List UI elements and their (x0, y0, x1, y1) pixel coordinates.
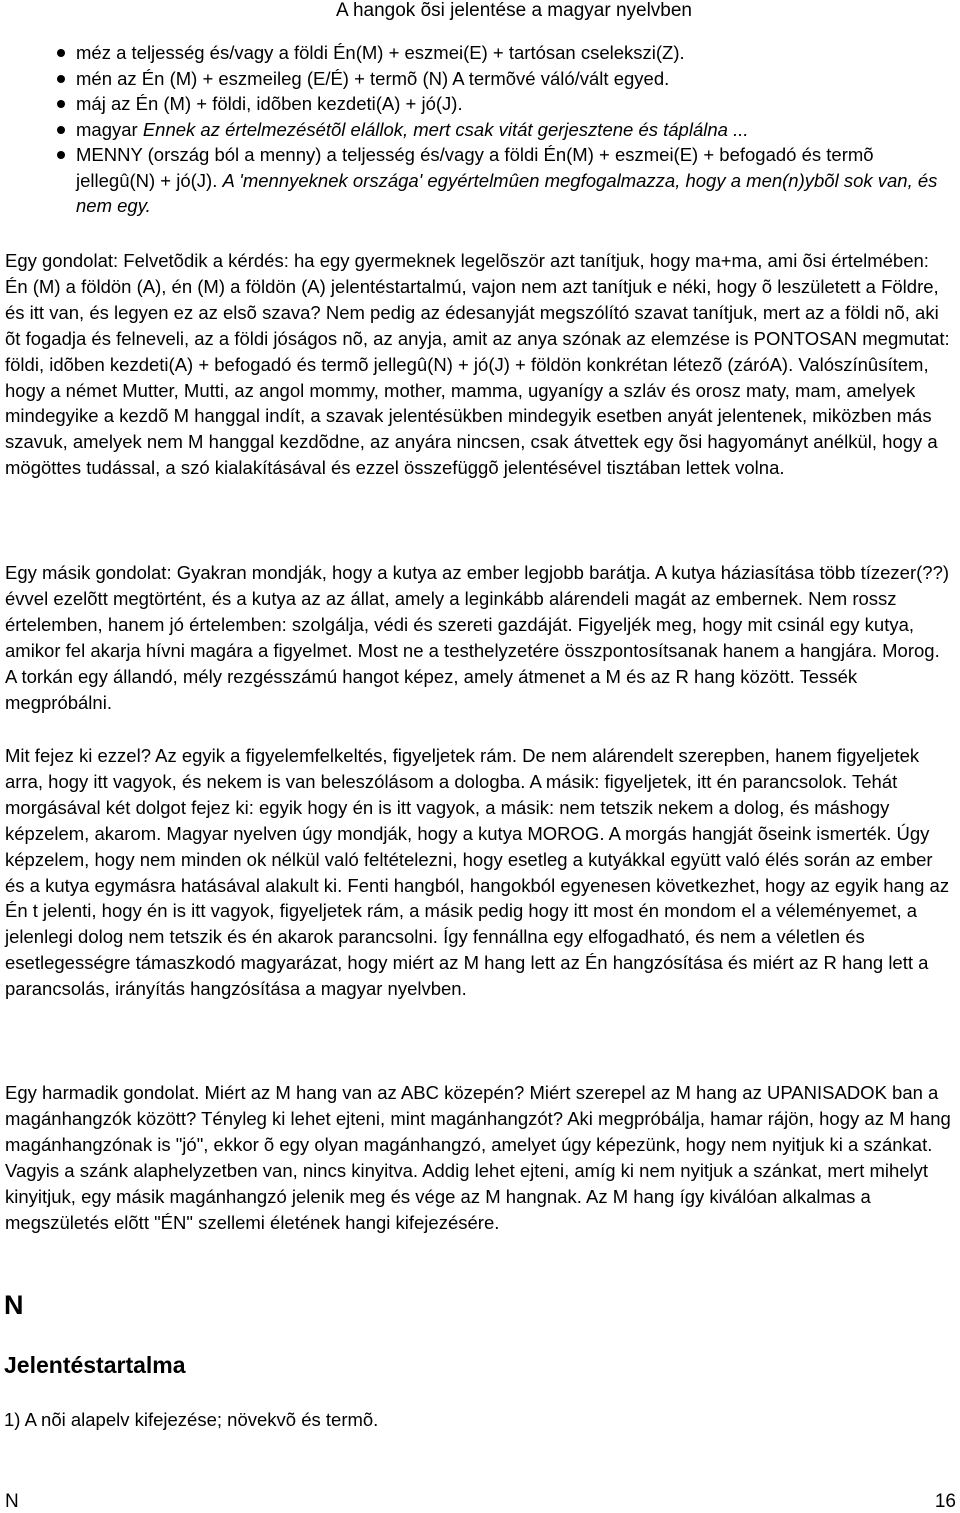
list-item-text: méz a teljesség és/vagy a földi Én(M) + eszmei(E) + tartósan cselekszi(Z). (76, 42, 685, 63)
bullet-icon (57, 126, 65, 134)
paragraph-dog-growl: Mit fejez ki ezzel? Az egyik a figyelemfelkeltés, figyeljetek rám. De nem alárendelt szerepben, hanem figyeljetek arra, hogy itt vagyok, és nekem is van beleszólásom a dologba. A másik: figyeljetek, itt én parancsolok. Tehát morgásával két dolgot fejez ki: egyik hogy én is itt vagyok, a másik: nem tetszik nekem a dolog, és máshogy képzelem, akarom. Magyar nyelven úgy mondják, hogy a kutya MOROG. A morgás hangját õseink ismerték. Úgy képzelem, hogy nem minden ok nélkül való feltételezni, hogy esetleg a kutyákkal együtt való élés során az ember és a kutya egymásra hatásával alakult ki. Fenti hangból, hangokból egyenesen következhet, hogy az egyik hang az Én t jelenti, hogy én is itt vagyok, figyeljetek rám, a másik pedig hogy itt most én mondom el a véleményemet, a jelenlegi dolog nem tetszik és én akarok parancsolni. Így fennállna egy elfogadható, és nem a véletlen és esetlegességre támaszkodó magyarázat, hogy miért az M hang lett az Én hangzósítása és miért az R hang lett a parancsolás, irányítás hangzósítása a magyar nyelvben. (5, 745, 950, 1000)
list-item-text: magyar (76, 118, 143, 140)
list-item (54, 40, 950, 66)
list-item-text: mén az Én (M) + eszmeileg (E/É) + termõ (N) A termõvé váló/vált egyed. (76, 67, 670, 89)
paragraph-second-thought: Egy másik gondolat: Gyakran mondják, hogy a kutya az ember legjobb barátja. A kutya háziasítása több tízezer(??) évvel ezelõtt megtörtént, és a kutya az az állat, amely a leginkább alárendeli magát az embernek. Nem rossz értelemben, hanem jó értelemben: szolgálja, védi és szereti gazdáját. Figyeljék meg, hogy mit csinál egy kutya, amikor fel akarja hívni magára a figyelmet. Most ne a testhelyzetére összpontosítsanak hanem a hangjára. Morog. A torkán egy állandó, mély rezgésszámú hangot képez, amely átmenet a M és az R hang között. Tessék megpróbálni. (5, 562, 950, 713)
meaning-item: 1) A nõi alapelv kifejezése; növekvõ és termõ. (4, 1409, 379, 1430)
section-heading: Jelentéstartalma (4, 1352, 186, 1378)
section-letter: N (4, 1290, 24, 1320)
list-item (54, 91, 950, 117)
list-item-italic: Ennek az értelmezésétõl elállok, mert csak vitát gerjesztene és táplálna ... (142, 118, 749, 140)
list-item (54, 66, 950, 92)
list-item-italic: A 'mennyeknek országa' egyértelmûen megfogalmazza, hogy a men(n)ybõl sok van, és nem egy. (76, 169, 938, 216)
list-item (54, 142, 950, 219)
word-list (54, 40, 950, 219)
paragraph-first-thought: Egy gondolat: Felvetõdik a kérdés: ha egy gyermeknek legelõször azt tanítjuk, hogy ma+ma, ami õsi értelmében: Én (M) a földön (A), én (M) a földön (A) jelentéstartalmú, vajon nem azt tanítjuk e néki, hogy õ leszületett a Földre, és itt van, és legyen ez az elsõ szava? Nem pedig az édesanyját megszólító szavat tanítjuk, mert az a földi nõ, aki õt fogadja és felneveli, az a földi jóságos nõ, az anyja, amit az anya szónak az elemzése is PONTOSAN megmutat: földi, idõben kezdeti(A) + befogadó és termõ jellegû(N) + jó(J) + földön konkrétan létezõ (záróA). Valószínûsítem, hogy a német Mutter, Mutti, az angol mommy, mother, mamma, ugyanígy a szláv és orosz maty, mam, amelyek mindegyike a kezdõ M hanggal indít, a szavak jelentésükben mindegyik esetben anyát jelentenek, miközben más szavuk, amelyek nem M hanggal kezdõdne, az anyára nincsen, csak átvettek egy õsi hagyományt anélkül, hogy a mögöttes tudással, a szó kialakításával és ezzel összefüggõ jelentésével tisztában lettek volna. (5, 250, 950, 479)
page-number: 16 (934, 1491, 956, 1512)
list-item-text: máj az Én (M) + földi, idõben kezdeti(A) + jó(J). (76, 93, 463, 114)
list-item (54, 117, 950, 143)
page-header-title: A hangok õsi jelentése a magyar nyelvben (336, 0, 692, 21)
list-item-text: MENNY (ország ból a menny) a teljesség és/vagy a földi Én(M) + eszmei(E) + befogadó és termõ jellegû(N) + jó(J). (76, 144, 874, 191)
bullet-icon (57, 100, 65, 108)
footer-section-letter: N (5, 1491, 19, 1512)
paragraph-third-thought: Egy harmadik gondolat. Miért az M hang van az ABC közepén? Miért szerepel az M hang az UPANISADOK ban a magánhangzók között? Tényleg ki lehet ejteni, mint magánhangzót? Aki megpróbálja, hamar rájön, hogy az M hang magánhangzónak is "jó", ekkor õ egy olyan magánhangzó, amelyet úgy képezünk, hogy nem nyitjuk ki a szánkat. Vagyis a szánk alaphelyzetben van, nincs kinyitva. Addig lehet ejteni, amíg ki nem nyitjuk a szánkat, mert mihelyt kinyitjuk, egy másik magánhangzó jelenik meg és vége az M hangnak. Az M hang így kiválóan alkalmas a megszületés elõtt "ÉN" szellemi életének hangi kifejezésére. (5, 1082, 951, 1233)
bullet-icon (57, 151, 65, 159)
bullet-icon (57, 49, 65, 57)
bullet-icon (57, 75, 65, 83)
